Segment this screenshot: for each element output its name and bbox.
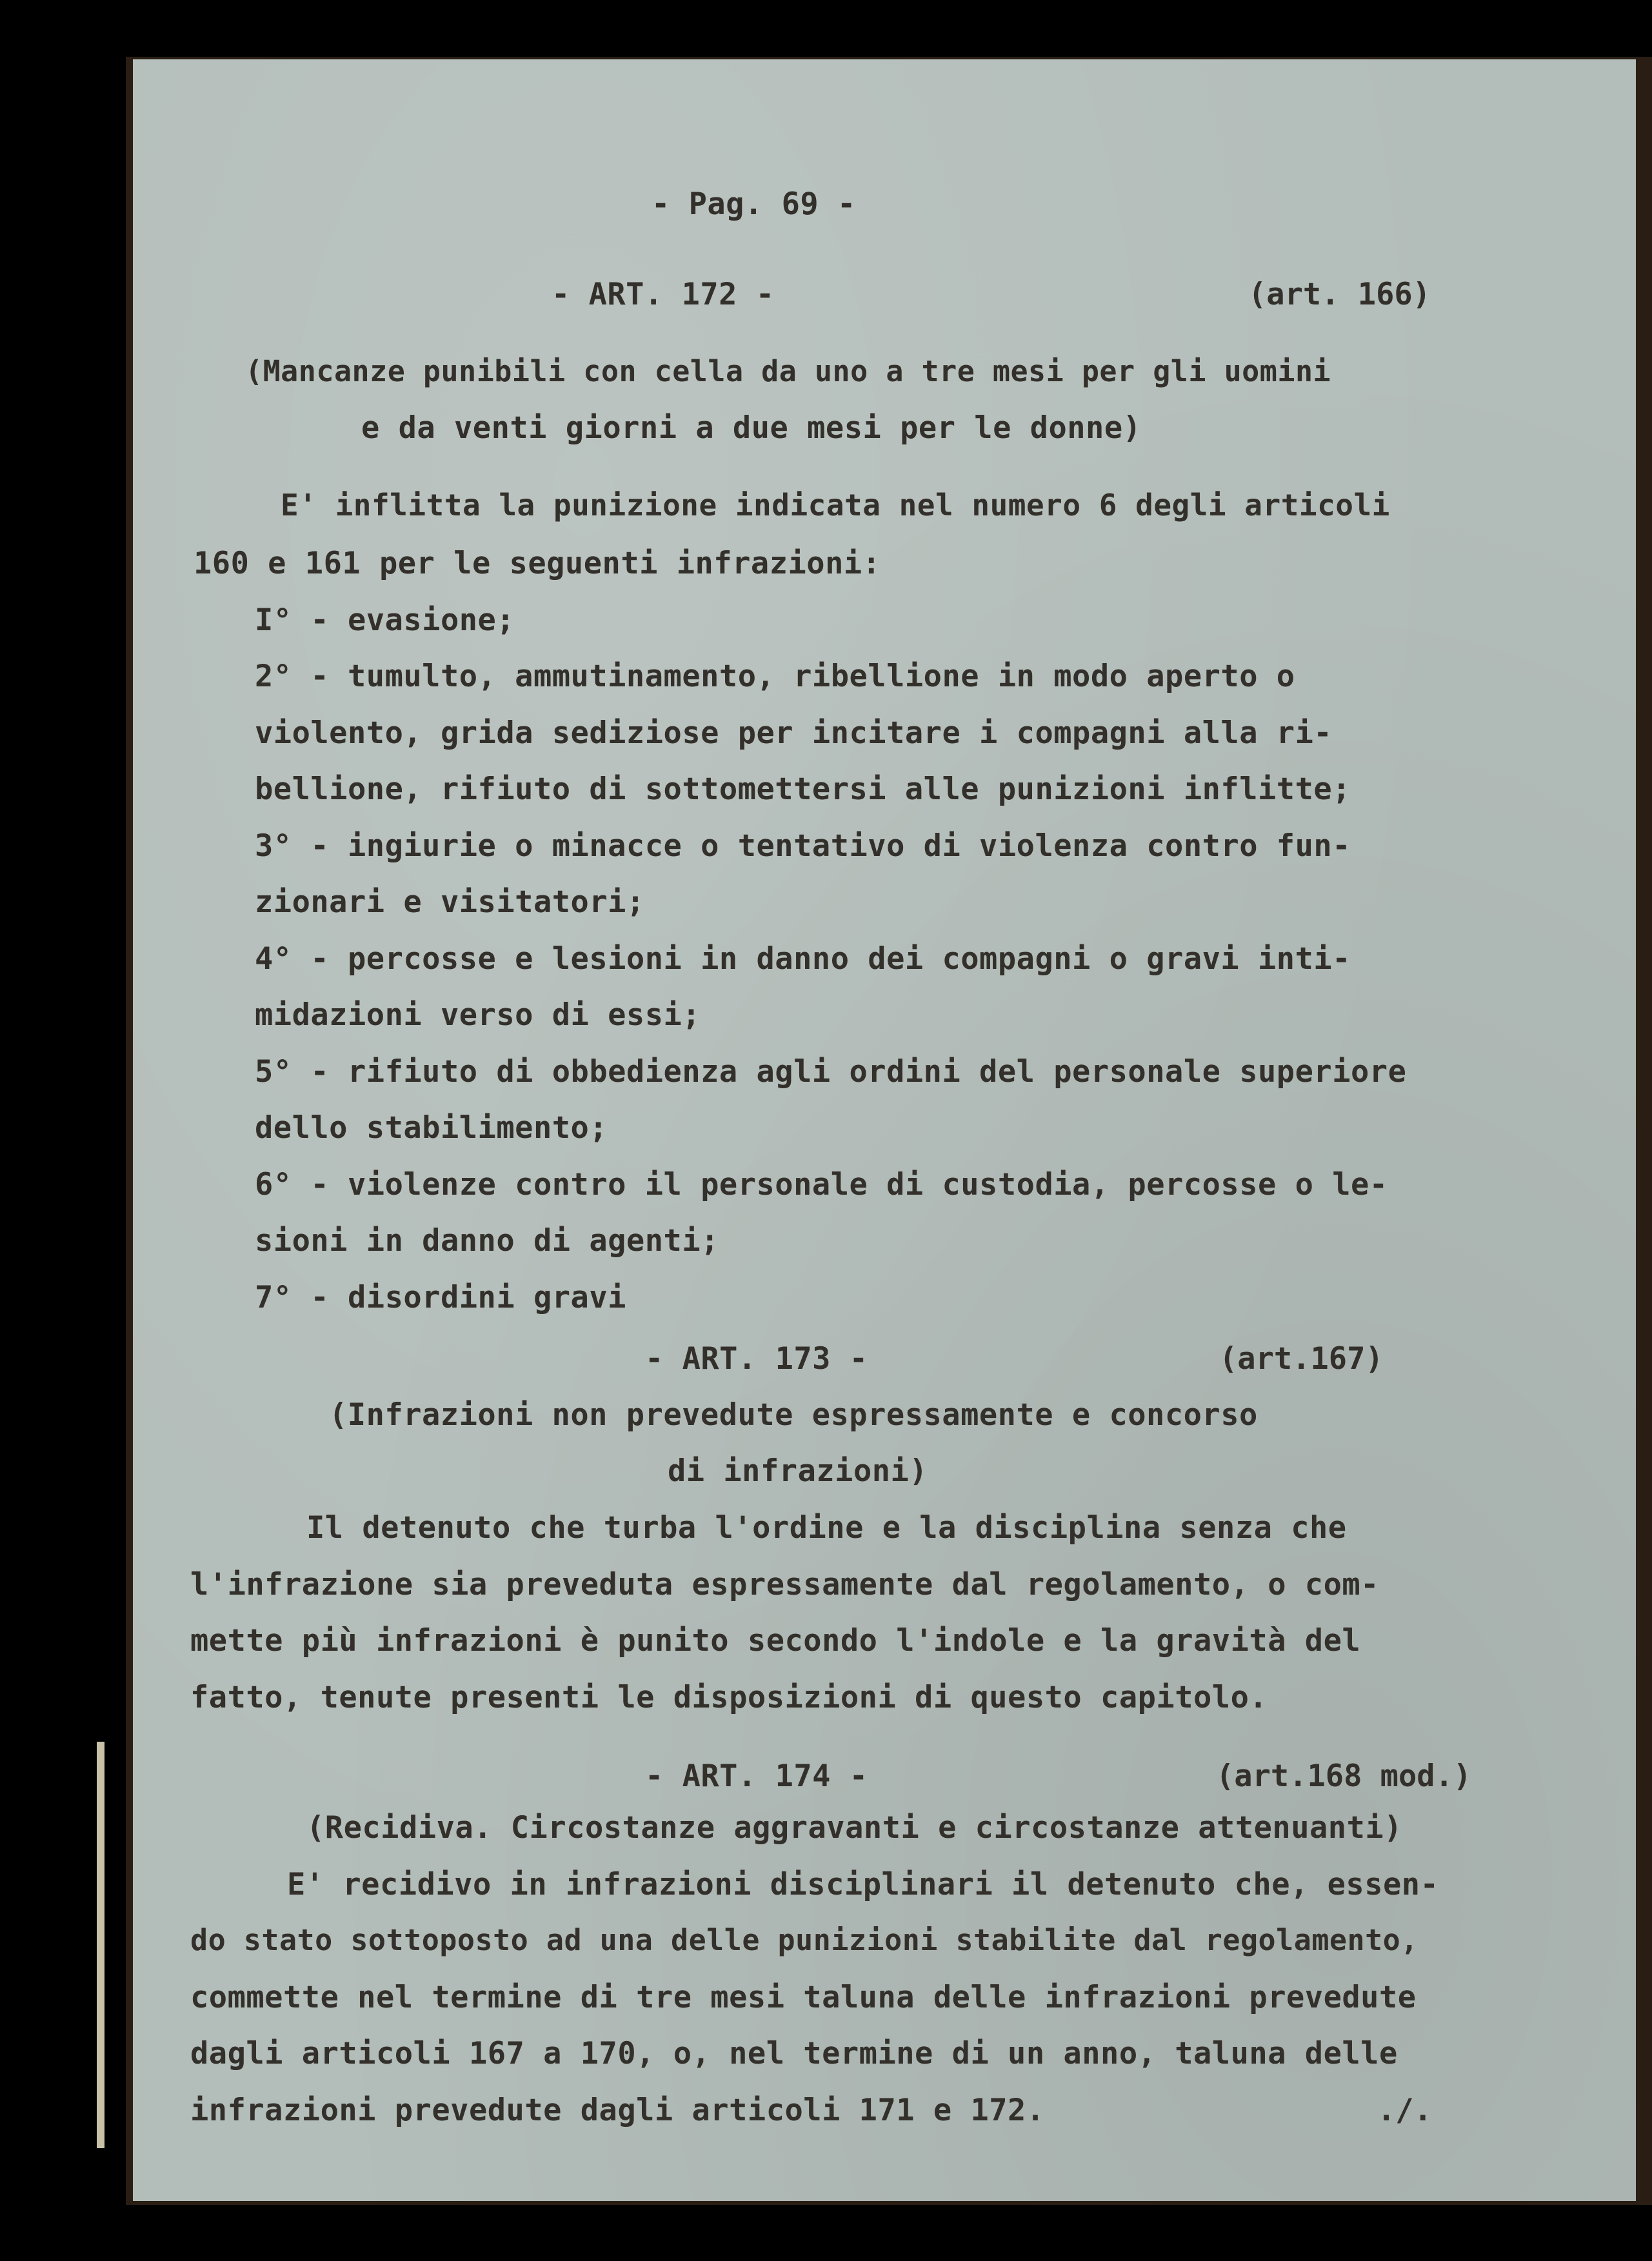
art172-list-item: 2° - tumulto, ammutinamento, ribellione in modo aperto o <box>255 659 1295 694</box>
art174-body-line: do stato sottoposto ad una delle punizioni stabilite dal regolamento, <box>190 1923 1418 1957</box>
art173-heading: - ART. 173 - <box>645 1341 868 1377</box>
art172-body-line: 160 e 161 per le seguenti infrazioni: <box>194 546 881 581</box>
art172-body-line: violento, grida sediziose per incitare i compagni alla ri- <box>255 715 1333 751</box>
page-edge <box>97 1742 104 2148</box>
page-number: - Pag. 69 - <box>652 186 856 222</box>
art174-title: (Recidiva. Circostanze aggravanti e circostanze attenuanti) <box>306 1810 1402 1846</box>
art172-list-item: 5° - rifiuto di obbedienza agli ordini del personale superiore <box>255 1054 1407 1090</box>
art172-body-line: bellione, rifiuto di sottomettersi alle punizioni inflitte; <box>255 772 1351 807</box>
art174-body-line: commette nel termine di tre mesi taluna delle infrazioni prevedute <box>190 1980 1417 2015</box>
art172-list-item: I° - evasione; <box>255 603 515 638</box>
art172-list-item: 3° - ingiurie o minacce o tentativo di violenza contro fun- <box>255 828 1351 864</box>
art172-body-line: E' inflitta la punizione indicata nel numero 6 degli articoli <box>281 488 1390 523</box>
art172-list-item: 4° - percosse e lesioni in danno dei compagni o gravi inti- <box>255 941 1351 977</box>
art172-list-item: 6° - violenze contro il personale di custodia, percosse o le- <box>255 1167 1388 1202</box>
art172-body-line: sioni in danno di agenti; <box>255 1223 719 1259</box>
art173-title-line2: di infrazioni) <box>668 1453 928 1489</box>
art172-ref: (art. 166) <box>1248 277 1431 312</box>
art174-body-line: dagli articoli 167 a 170, o, nel termine di un anno, taluna delle <box>190 2036 1398 2071</box>
art172-title-line1: (Mancanze punibili con cella da uno a tre mesi per gli uomini <box>245 354 1331 388</box>
art172-list-item: 7° - disordini gravi <box>255 1280 626 1315</box>
art172-body-line: midazioni verso di essi; <box>255 997 701 1033</box>
art172-title-line2: e da venti giorni a due mesi per le donne) <box>361 410 1142 446</box>
art173-title-line1: (Infrazioni non prevedute espressamente e concorso <box>329 1397 1258 1433</box>
art173-body-line: mette più infrazioni è punito secondo l'indole e la gravità del <box>190 1623 1361 1658</box>
art173-ref: (art.167) <box>1219 1341 1384 1377</box>
art173-body-line: fatto, tenute presenti le disposizioni di questo capitolo. <box>190 1680 1268 1715</box>
continuation-mark: ./. <box>1377 2093 1432 2128</box>
art174-body-line: infrazioni prevedute dagli articoli 171 e 172. <box>190 2093 1045 2128</box>
art173-body-line: l'infrazione sia preveduta espressamente dal regolamento, o com- <box>190 1567 1379 1602</box>
art172-body-line: zionari e visitatori; <box>255 884 645 920</box>
art172-body-line: dello stabilimento; <box>255 1110 608 1146</box>
art174-heading: - ART. 174 - <box>645 1758 868 1794</box>
art174-ref: (art.168 mod.) <box>1216 1758 1472 1794</box>
art174-body-line: E' recidivo in infrazioni disciplinari il detenuto che, essen- <box>287 1867 1439 1902</box>
art173-body-line: Il detenuto che turba l'ordine e la disciplina senza che <box>306 1510 1347 1546</box>
art172-heading: - ART. 172 - <box>552 277 775 312</box>
